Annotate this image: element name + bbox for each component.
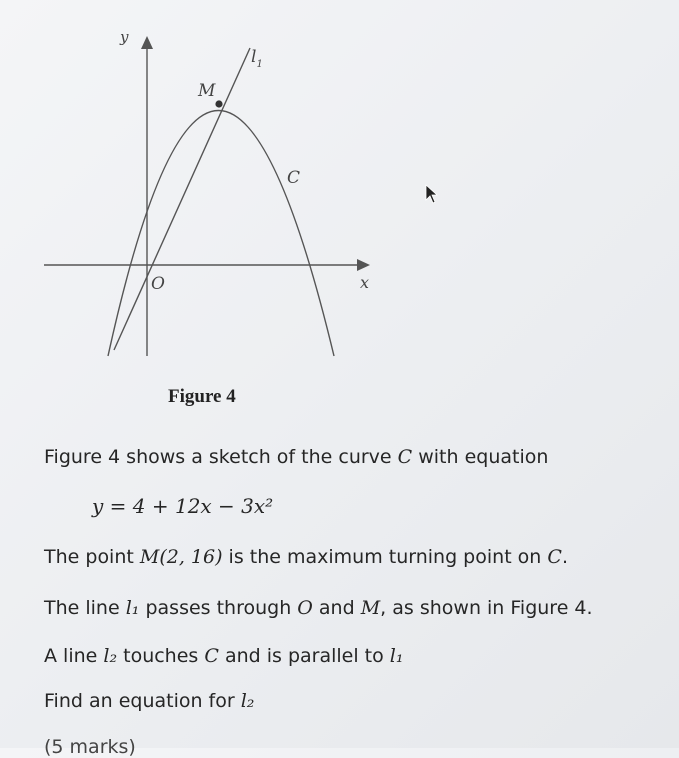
- marks-label: (5 marks): [44, 736, 136, 758]
- x-axis-arrow: [357, 259, 370, 271]
- question-intro: Figure 4 shows a sketch of the curve C with equation: [44, 446, 549, 468]
- point-m-label: M: [198, 81, 216, 101]
- line-l1-subscript: 1: [256, 59, 263, 70]
- figure-caption: Figure 4: [168, 386, 236, 407]
- y-axis-arrow: [141, 36, 153, 49]
- point-m-marker: [215, 100, 222, 107]
- y-axis-label: y: [120, 28, 129, 46]
- curve-c-label: C: [287, 168, 301, 188]
- curve-equation: y = 4 + 12x − 3x²: [92, 494, 274, 518]
- question-maximum-point: The point M(2, 16) is the maximum turning point on C.: [44, 546, 568, 568]
- line-l1-label: $l_1$: [251, 47, 263, 70]
- mouse-cursor-icon: [424, 184, 438, 204]
- question-line-l1: The line l₁ passes through O and M, as shown in Figure 4.: [44, 597, 593, 619]
- origin-label: O: [151, 274, 165, 294]
- line-l1: [114, 48, 250, 350]
- curve-c: [108, 111, 334, 357]
- question-task: Find an equation for l₂: [44, 690, 255, 712]
- x-axis-label: x: [360, 273, 370, 292]
- question-line-l2: A line l₂ touches C and is parallel to l₁: [44, 645, 404, 667]
